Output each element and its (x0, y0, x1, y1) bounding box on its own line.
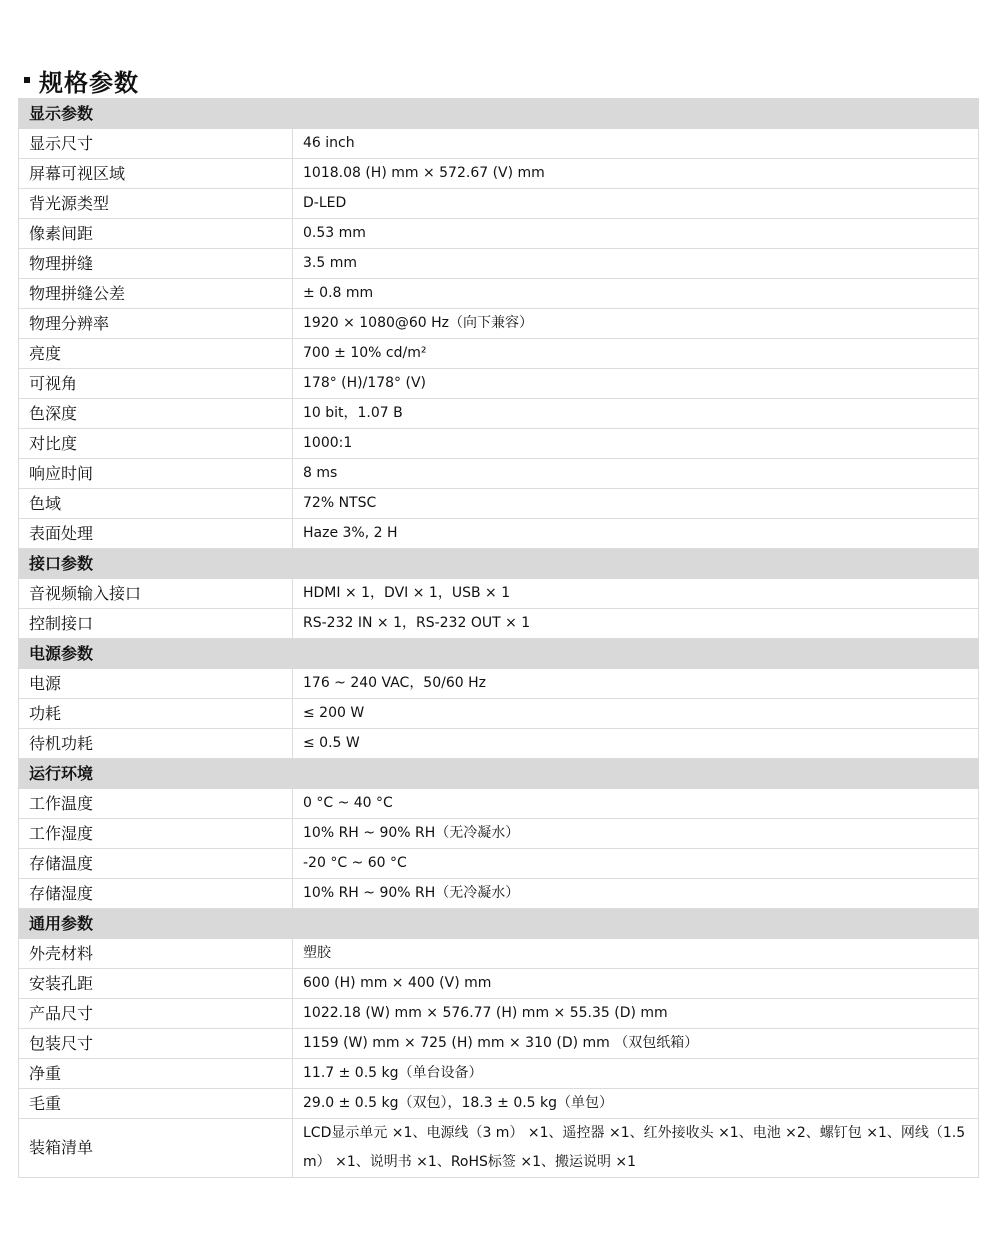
spec-value: LCD显示单元 ×1、电源线（3 m） ×1、遥控器 ×1、红外接收头 ×1、电池 ×2、螺钉包 ×1、网线（1.5 m） ×1、说明书 ×1、RoHS标签 ×1、搬运说明 ×1 (293, 1119, 979, 1178)
spec-label: 物理分辨率 (19, 309, 293, 339)
spec-value: 72% NTSC (293, 489, 979, 519)
spec-row (19, 219, 979, 249)
section-header-row (19, 99, 979, 129)
spec-row (19, 1089, 979, 1119)
spec-value: 700 ± 10% cd/m² (293, 339, 979, 369)
spec-value: 8 ms (293, 459, 979, 489)
spec-label: 屏幕可视区域 (19, 159, 293, 189)
spec-label: 像素间距 (19, 219, 293, 249)
spec-row (19, 189, 979, 219)
spec-label: 响应时间 (19, 459, 293, 489)
spec-label: 存储温度 (19, 849, 293, 879)
spec-value: RS-232 IN × 1，RS-232 OUT × 1 (293, 609, 979, 639)
spec-label: 产品尺寸 (19, 999, 293, 1029)
spec-row (19, 999, 979, 1029)
spec-value: 600 (H) mm × 400 (V) mm (293, 969, 979, 999)
section-header: 接口参数 (19, 549, 979, 579)
spec-label: 电源 (19, 669, 293, 699)
spec-row (19, 1059, 979, 1089)
spec-row (19, 789, 979, 819)
spec-label: 工作温度 (19, 789, 293, 819)
spec-label: 背光源类型 (19, 189, 293, 219)
spec-value: 1159 (W) mm × 725 (H) mm × 310 (D) mm （双包纸箱） (293, 1029, 979, 1059)
spec-value: 11.7 ± 0.5 kg（单台设备） (293, 1059, 979, 1089)
spec-label: 安装孔距 (19, 969, 293, 999)
spec-row (19, 399, 979, 429)
spec-label: 包装尺寸 (19, 1029, 293, 1059)
page-title-text: 规格参数 (39, 68, 139, 97)
spec-row (19, 1029, 979, 1059)
spec-value: 178° (H)/178° (V) (293, 369, 979, 399)
spec-label: 色域 (19, 489, 293, 519)
section-header: 通用参数 (19, 909, 979, 939)
spec-row (19, 309, 979, 339)
spec-value: 1920 × 1080@60 Hz（向下兼容） (293, 309, 979, 339)
spec-row (19, 249, 979, 279)
spec-label: 对比度 (19, 429, 293, 459)
spec-value: 塑胶 (293, 939, 979, 969)
spec-label: 待机功耗 (19, 729, 293, 759)
spec-row (19, 489, 979, 519)
spec-row (19, 339, 979, 369)
spec-row (19, 879, 979, 909)
spec-value: 3.5 mm (293, 249, 979, 279)
spec-label: 音视频输入接口 (19, 579, 293, 609)
spec-value: 176 ~ 240 VAC，50/60 Hz (293, 669, 979, 699)
spec-row (19, 519, 979, 549)
spec-label: 可视角 (19, 369, 293, 399)
page-title (24, 62, 139, 98)
spec-row (19, 279, 979, 309)
spec-label: 控制接口 (19, 609, 293, 639)
spec-value: D-LED (293, 189, 979, 219)
spec-label: 工作湿度 (19, 819, 293, 849)
spec-value: 10 bit，1.07 B (293, 399, 979, 429)
spec-value: ≤ 0.5 W (293, 729, 979, 759)
spec-row (19, 699, 979, 729)
section-header-row (19, 909, 979, 939)
spec-row (19, 969, 979, 999)
spec-value: 29.0 ± 0.5 kg（双包），18.3 ± 0.5 kg（单包） (293, 1089, 979, 1119)
spec-label: 表面处理 (19, 519, 293, 549)
spec-row (19, 609, 979, 639)
spec-label: 物理拼缝 (19, 249, 293, 279)
spec-table (18, 98, 979, 1178)
spec-value: 1022.18 (W) mm × 576.77 (H) mm × 55.35 (D) mm (293, 999, 979, 1029)
spec-row (19, 729, 979, 759)
spec-value: ± 0.8 mm (293, 279, 979, 309)
spec-row (19, 1119, 979, 1178)
spec-label: 外壳材料 (19, 939, 293, 969)
spec-value: 1018.08 (H) mm × 572.67 (V) mm (293, 159, 979, 189)
spec-label: 净重 (19, 1059, 293, 1089)
spec-row (19, 819, 979, 849)
spec-row (19, 129, 979, 159)
spec-label: 装箱清单 (19, 1119, 293, 1178)
spec-row (19, 429, 979, 459)
bullet-icon (24, 77, 30, 83)
section-header-row (19, 639, 979, 669)
spec-label: 显示尺寸 (19, 129, 293, 159)
spec-row (19, 939, 979, 969)
spec-row (19, 579, 979, 609)
spec-row (19, 159, 979, 189)
spec-value: -20 °C ~ 60 °C (293, 849, 979, 879)
spec-label: 毛重 (19, 1089, 293, 1119)
spec-row (19, 369, 979, 399)
section-header-row (19, 549, 979, 579)
section-header-row (19, 759, 979, 789)
section-header: 电源参数 (19, 639, 979, 669)
spec-row (19, 669, 979, 699)
spec-label: 色深度 (19, 399, 293, 429)
spec-label: 亮度 (19, 339, 293, 369)
spec-value: 46 inch (293, 129, 979, 159)
spec-value: 0 °C ~ 40 °C (293, 789, 979, 819)
spec-row (19, 849, 979, 879)
spec-value: 10% RH ~ 90% RH（无冷凝水） (293, 879, 979, 909)
spec-value: Haze 3%, 2 H (293, 519, 979, 549)
spec-value: ≤ 200 W (293, 699, 979, 729)
spec-label: 功耗 (19, 699, 293, 729)
spec-value: 10% RH ~ 90% RH（无冷凝水） (293, 819, 979, 849)
spec-value: 0.53 mm (293, 219, 979, 249)
spec-value: 1000:1 (293, 429, 979, 459)
section-header: 显示参数 (19, 99, 979, 129)
spec-row (19, 459, 979, 489)
spec-label: 物理拼缝公差 (19, 279, 293, 309)
spec-label: 存储湿度 (19, 879, 293, 909)
spec-value: HDMI × 1，DVI × 1，USB × 1 (293, 579, 979, 609)
section-header: 运行环境 (19, 759, 979, 789)
